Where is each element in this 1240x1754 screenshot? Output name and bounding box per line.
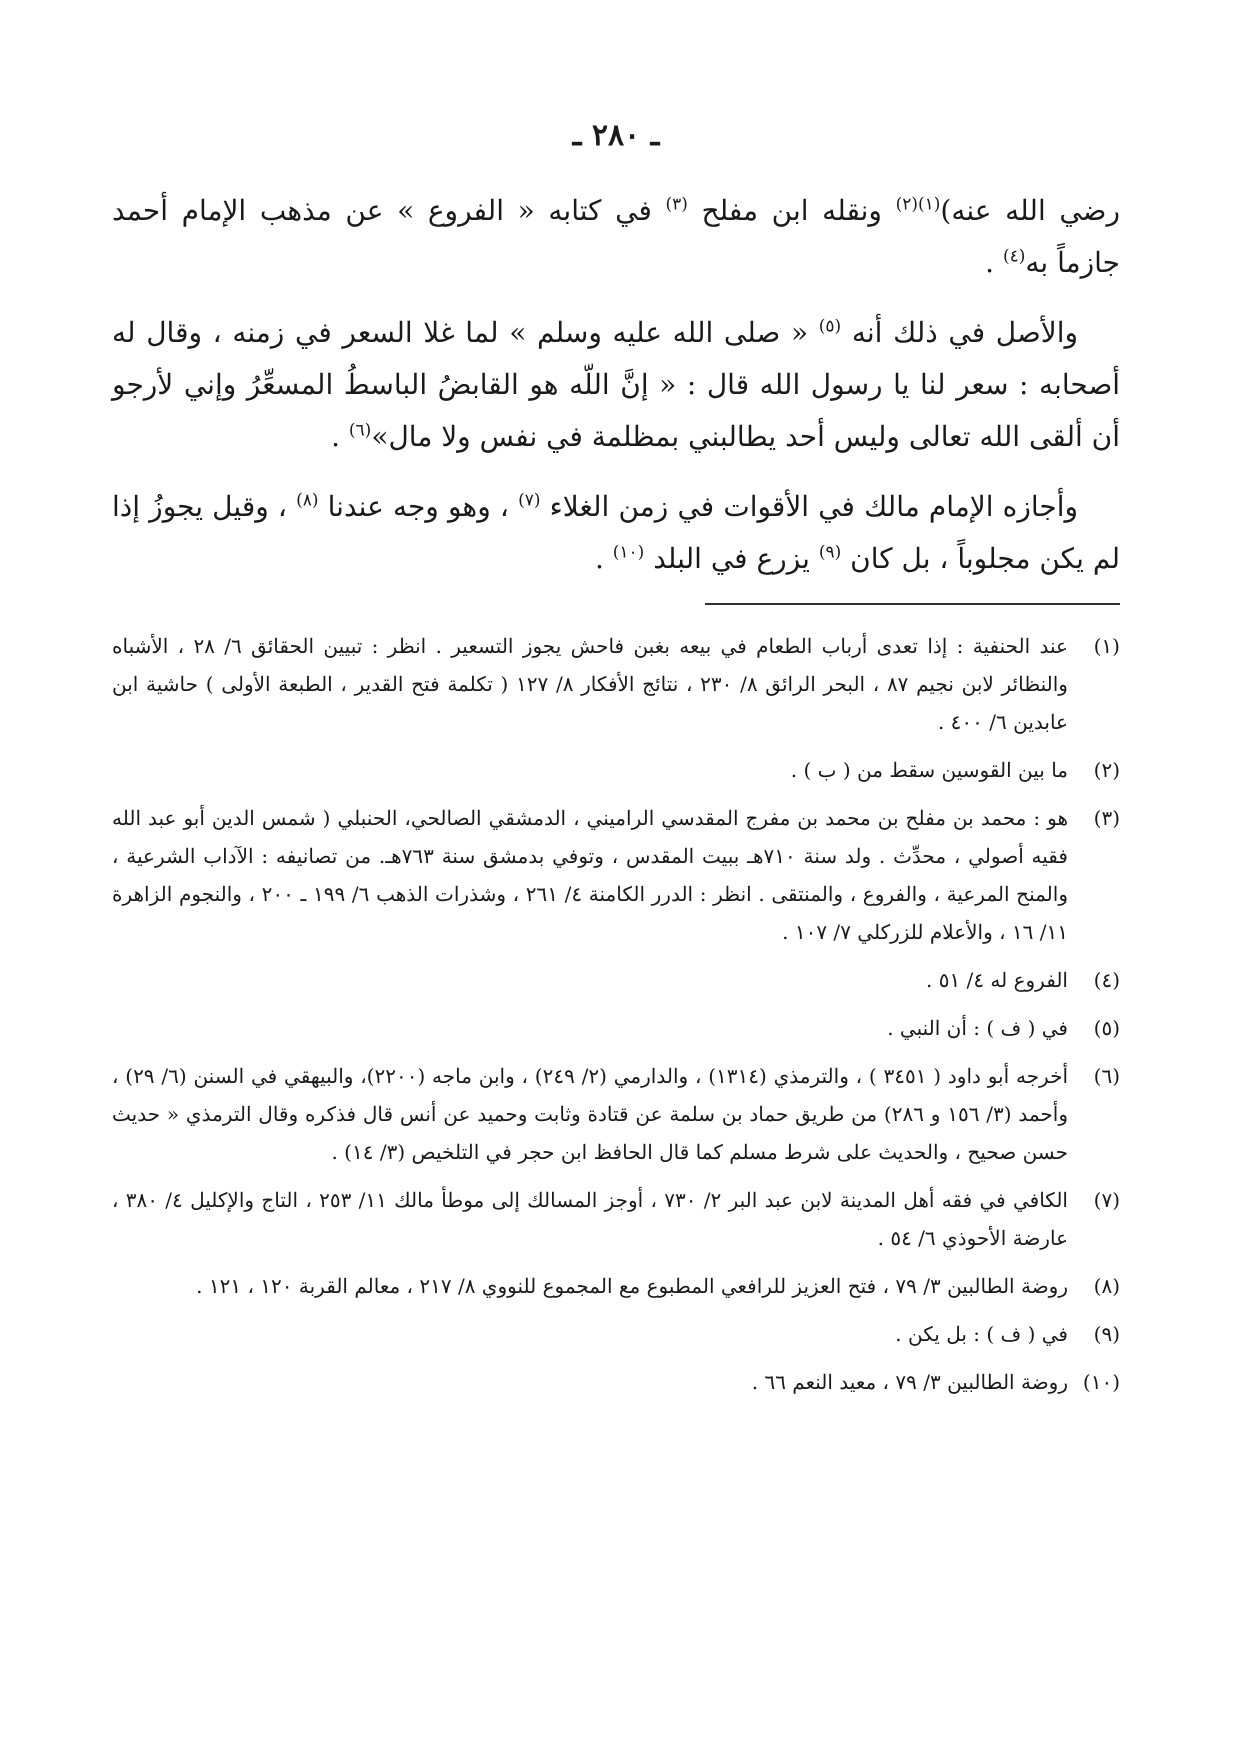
footnote-text: الكافي في فقه أهل المدينة لابن عبد البر ٢/ ٧٣٠ ، أوجز المسالك إلى موطأ مالك ١١/ ٢٥٣ ، التاج والإكليل ٤/ ٣٨٠ ، عارضة الأحوذي ٦/ ٥٤ . (112, 1188, 1068, 1250)
paragraph-text: . (331, 420, 349, 453)
footnote-text: أخرجه أبو داود ( ٣٤٥١ ) ، والترمذي (١٣١٤) ، والدارمي (٢/ ٢٤٩) ، وابن ماجه (٢٢٠٠)، والبيهقي في السنن (٦/ ٢٩) ، وأحمد (٣/ ١٥٦ و ٢٨٦) من طريق حماد بن سلمة عن قتادة وثابت وحميد عن أنس قال فذكره وقال الترمذي « حديث حسن صحيح ، والحديث على شرط مسلم كما قال الحافظ ابن حجر في التلخيص (٣/ ١٤) . (112, 1064, 1069, 1164)
footnote-number: (٩) (1093, 1322, 1120, 1346)
footnote (112, 961, 1120, 999)
footnote-number: (٣) (1093, 806, 1120, 830)
footnote-number: (١) (1093, 634, 1120, 658)
footnote-marker: (١٠) (612, 542, 645, 563)
footnote (112, 1363, 1120, 1401)
footnote (112, 1181, 1120, 1257)
footnote-marker: (٤) (1002, 246, 1026, 267)
footnote-text: عند الحنفية : إذا تعدى أرباب الطعام في بيعه بغبن فاحش يجوز التسعير . انظر : تبيين الحقائق ٦/ ٢٨ ، الأشباه والنظائر لابن نجيم ٨٧ ، البحر الرائق ٨/ ٢٣٠ ، نتائج الأفكار ٨/ ١٢٧ ( تكلمة فتح القدير ، الطبعة الأولى ) حاشية ابن عابدين ٦/ ٤٠٠ . (112, 634, 1068, 734)
footnote-number: (٧) (1093, 1188, 1120, 1212)
paragraph-text: وأجازه الإمام مالك في الأقوات في زمن الغلاء (540, 490, 1078, 523)
paragraph-text: ، وقيل يجوزُ إذا لم يكن مجلوباً ، بل كان (112, 490, 1120, 575)
footnote (112, 799, 1120, 951)
footnote-number: (٥) (1093, 1016, 1120, 1040)
paragraph-text: يزرع في البلد (644, 542, 819, 575)
footnote-number: (٤) (1093, 968, 1120, 992)
footnote-text: ما بين القوسين سقط من ( ب ) . (790, 758, 1068, 782)
paragraph-text: ، وهو وجه عندنا (318, 490, 519, 523)
footnote-text: الفروع له ٤/ ٥١ . (926, 968, 1068, 992)
paragraph-text: . (594, 542, 613, 575)
footnotes (112, 627, 1120, 1401)
footnote-number: (٨) (1093, 1274, 1120, 1298)
footnote-text: هو : محمد بن مفلح بن محمد بن مفرج المقدسي الراميني ، الدمشقي الصالحي، الحنبلي ( شمس الدين أبو عبد الله فقيه أصولي ، محدِّث . ولد سنة ٧١٠هـ ببيت المقدس ، وتوفي بدمشق سنة ٧٦٣هـ. من تصانيفه : الآداب الشرعية ، والمنح المرعية ، والفروع ، والمنتقى . انظر : الدرر الكامنة ٤/ ٢٦١ ، وشذرات الذهب ٦/ ١٩٩ ـ ٢٠٠ ، والنجوم الزاهرة ١١/ ١٦ ، والأعلام للزركلي ٧/ ١٠٧ . (112, 806, 1068, 944)
paragraph-text: « صلى الله عليه وسلم » لما غلا السعر في زمنه ، وقال له أصحابه : سعر لنا يا رسول الله قال : « إنَّ اللّه هو القابضُ الباسطُ المسعِّرُ وإني لأرجو أن ألقى الله تعالى وليس أحد يطالبني بمظلمة في نفس ولا مال» (112, 316, 1121, 453)
footnote-marker: (٩) (818, 542, 842, 563)
footnote-number: (٦) (1093, 1064, 1121, 1088)
footnote (112, 627, 1120, 741)
footnote (112, 1057, 1120, 1171)
footnote-separator (705, 603, 1120, 605)
paragraph-text: ونقله ابن مفلح (687, 194, 896, 227)
footnote-marker: (١)(٢) (895, 194, 941, 215)
paragraph-text: رضي الله عنه) (940, 194, 1120, 227)
body-paragraph-3 (112, 481, 1120, 585)
footnote-marker: (٨) (296, 490, 319, 511)
footnote-text: روضة الطالبين ٣/ ٧٩ ، فتح العزيز للرافعي المطبوع مع المجموع للنووي ٨/ ٢١٧ ، معالم القربة ١٢٠ ، ١٢١ . (196, 1274, 1068, 1298)
footnote-number: (١٠) (1082, 1370, 1120, 1394)
footnote-text: في ( ف ) : أن النبي . (887, 1016, 1068, 1040)
page-number: ـ ٢٨٠ ـ (572, 118, 660, 153)
paragraph-text: . (985, 246, 1003, 279)
paragraph-text: والأصل في ذلك أنه (841, 316, 1078, 349)
body-paragraph-1 (112, 185, 1120, 289)
main-text (112, 185, 1120, 585)
footnote-marker: (٦) (348, 420, 372, 441)
footnote-text: في ( ف ) : بل يكن . (895, 1322, 1068, 1346)
body-paragraph-2 (112, 307, 1120, 463)
footnote-marker: (٥) (818, 316, 842, 337)
footnote-number: (٢) (1093, 758, 1120, 782)
paragraph-text: في كتابه « الفروع » عن مذهب الإمام أحمد جازماً به (112, 194, 1120, 279)
footnote-marker: (٣) (665, 194, 688, 215)
footnote-marker: (٧) (518, 490, 541, 511)
footnote (112, 1315, 1120, 1353)
footnote (112, 1267, 1120, 1305)
footnote (112, 1009, 1120, 1047)
footnote-text: روضة الطالبين ٣/ ٧٩ ، معيد النعم ٦٦ . (751, 1370, 1068, 1394)
footnote (112, 751, 1120, 789)
